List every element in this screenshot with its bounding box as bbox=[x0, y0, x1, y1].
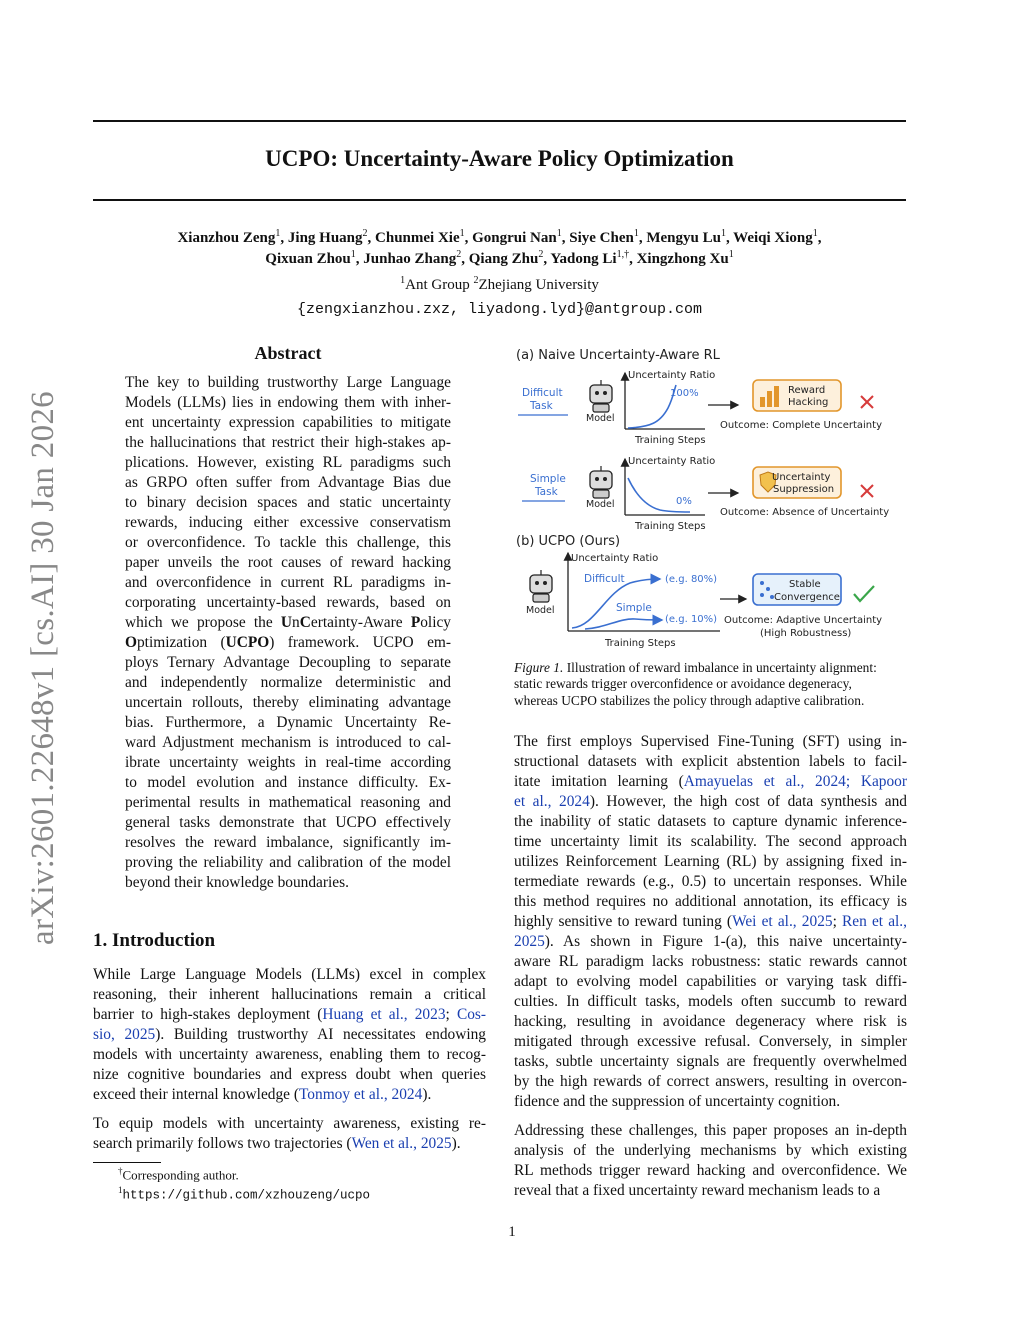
text-line: as GRPO often suffer from Advantage Bias due bbox=[125, 474, 451, 491]
author-name: Qiang Zhu bbox=[468, 251, 539, 267]
caption-label: Figure 1. bbox=[514, 660, 564, 675]
text-line: Optimization (UCPO) framework. UCPO em- bbox=[125, 634, 451, 651]
outcome-high-robustness: (High Robustness) bbox=[760, 628, 852, 639]
text-line: plications. However, existing RL paradigms such bbox=[125, 454, 451, 471]
text-line: general tasks demonstrate that UCPO effectively bbox=[125, 814, 451, 831]
affiliation-2: Zhejiang University bbox=[478, 277, 599, 293]
paper-title: UCPO: Uncertainty-Aware Policy Optimization bbox=[265, 146, 734, 171]
title-rule-bottom bbox=[93, 199, 906, 201]
abstract-text bbox=[125, 373, 451, 893]
outcome-complete-uncertainty: Outcome: Complete Uncertainty bbox=[720, 420, 882, 431]
footnote-corresponding bbox=[118, 1166, 239, 1183]
author-name: Gongrui Nan bbox=[472, 230, 557, 246]
text-line: and overconfidence in current RL paradigms in- bbox=[125, 574, 451, 591]
simple-task-label-2: Task bbox=[535, 486, 558, 498]
text-line: search primarily follows two trajectories (Wen et al., 2025). bbox=[93, 1135, 461, 1152]
text-line: nize cognitive boundaries and express doubt when queries bbox=[93, 1066, 486, 1083]
difficult-task-label-1: Difficult bbox=[522, 387, 563, 399]
footnote-corresponding-text: Corresponding author. bbox=[122, 1167, 239, 1183]
y-axis-label-2: Uncertainty Ratio bbox=[628, 456, 716, 467]
author-affiliation-mark: 1 bbox=[350, 249, 356, 260]
text-line: culties. In difficult tasks, models often succumb to reward bbox=[514, 993, 907, 1010]
figure-1-illustration bbox=[510, 343, 910, 658]
author-affiliation-mark: 1,† bbox=[616, 249, 630, 260]
figure-1 bbox=[510, 343, 910, 658]
robot-icon bbox=[590, 466, 612, 498]
author-list-line-1: Xianzhou Zeng$^1$, Jing Huang$^2$, Chunmei Xie$^1$, Gongrui Nan$^1$, Siye Chen$^1$, Mengyu Lu$^1$, Weiqi Xiong$^1$, bbox=[177, 228, 822, 246]
author-affiliation-mark: 1 bbox=[556, 228, 562, 239]
text-line: Addressing these challenges, this paper proposes an in-depth bbox=[514, 1122, 907, 1139]
author-name: Xianzhou Zeng bbox=[177, 230, 276, 246]
text-line: Models (LLMs) lies in endowing them with inher- bbox=[125, 394, 451, 411]
text-line: reasoning, their inherent hallucinations remain a critical bbox=[93, 986, 486, 1003]
check-icon bbox=[854, 586, 874, 601]
author-name: Weiqi Xiong bbox=[733, 230, 813, 246]
affiliation-1: Ant Group bbox=[405, 277, 474, 293]
author-affiliation-mark: 2 bbox=[362, 228, 368, 239]
value-100-percent: 100% bbox=[670, 388, 699, 399]
text-line: uncertain rollouts, thereby eliminating advantage bbox=[125, 694, 451, 711]
text-line: rewards, inducing either excessive conservatism bbox=[125, 514, 451, 531]
right-column-paragraph-1 bbox=[514, 732, 907, 1112]
text-line: to model evolution and instance difficulty. Ex- bbox=[125, 774, 451, 791]
intro-paragraph-2 bbox=[93, 1114, 486, 1154]
simple-task-label-1: Simple bbox=[530, 473, 566, 485]
author-affiliation-mark: 1 bbox=[275, 228, 281, 239]
outcome-absence-of-uncertainty: Outcome: Absence of Uncertainty bbox=[720, 507, 890, 518]
text-line: termediate rewards (e.g., 0.5) to uncertain responses. While bbox=[514, 873, 907, 890]
text-line: to binary decision spaces and static uncertainty bbox=[125, 494, 451, 511]
arxiv-identifier: arXiv:2601.22648v1 [cs.AI] 30 Jan 2026 bbox=[25, 391, 61, 945]
text-line: utilizes Reinforcement Learning (RL) by assigning fixed in- bbox=[514, 853, 907, 870]
curve-simple bbox=[585, 619, 662, 629]
footnote-dagger-mark: † bbox=[118, 1166, 123, 1176]
stable-convergence-label-1: Stable bbox=[789, 579, 821, 590]
y-axis-label-1: Uncertainty Ratio bbox=[628, 370, 716, 381]
value-e-g-80-percent: (e.g. 80%) bbox=[665, 574, 718, 585]
footnote-rule bbox=[93, 1162, 161, 1163]
text-line: ploys Ternary Advantage Decoupling to separate bbox=[125, 654, 451, 671]
text-line: paper unveils the root causes of reward hacking bbox=[125, 554, 451, 571]
author-name: Mengyu Lu bbox=[646, 230, 721, 246]
author-affiliation-mark: 1 bbox=[812, 228, 818, 239]
stable-convergence-label-2: Convergence bbox=[774, 592, 840, 603]
text-line: To equip models with uncertainty awareness, existing re- bbox=[93, 1115, 486, 1132]
panel-b-title: (b) UCPO (Ours) bbox=[516, 534, 621, 549]
text-line: proving the reliability and calibration of the model bbox=[125, 854, 451, 871]
text-line: bias. Furthermore, a Dynamic Uncertainty Re- bbox=[125, 714, 451, 731]
intro-paragraph-1 bbox=[93, 965, 486, 1105]
simple-label: Simple bbox=[616, 602, 652, 614]
text-line: analysis of the underlying mechanisms by which existing bbox=[514, 1142, 907, 1159]
robot-icon bbox=[590, 380, 612, 412]
text-line: the hallucinations that restrict their high-stakes ap- bbox=[125, 434, 451, 451]
author-affiliation-mark: 1 bbox=[720, 228, 726, 239]
outcome-adaptive-uncertainty: Outcome: Adaptive Uncertainty bbox=[724, 615, 883, 626]
text-line: resolves the reward imbalance, significantly im- bbox=[125, 834, 451, 851]
text-line: the inability of static datasets to capture dynamic inference- bbox=[514, 813, 907, 830]
uncertainty-suppression-label-2: Suppression bbox=[773, 484, 835, 495]
x-axis-label-1: Training Steps bbox=[635, 435, 706, 446]
caption-line: whereas UCPO stabilizes the policy through adaptive calibration. bbox=[514, 692, 865, 708]
caption-line: static rewards trigger overconfidence or avoidance degeneracy, bbox=[514, 676, 852, 692]
text-line: by the high rewards of correct answers, resulting in overcon- bbox=[514, 1073, 907, 1090]
uncertainty-suppression-label-1: Uncertainty bbox=[772, 472, 831, 483]
text-line: corporating uncertainty-based rewards, based on bbox=[125, 594, 451, 611]
text-line: ent uncertainty expression capabilities to mitigate bbox=[125, 414, 451, 431]
author-name: Chunmei Xie bbox=[375, 230, 460, 246]
difficult-task-label-2: Task bbox=[530, 400, 553, 412]
text-line: this method requires no additional annotation, its efficacy is bbox=[514, 893, 907, 910]
text-line: highly sensitive to reward tuning (Wei et al., 2025; Ren et al., bbox=[514, 913, 908, 930]
author-emails: {zengxianzhou.zxz, liyadong.lyd}@antgroup.com bbox=[296, 301, 703, 318]
text-line: ward Adjustment mechanism is introduced to cal- bbox=[125, 734, 451, 751]
author-name: Xingzhong Xu bbox=[636, 251, 729, 267]
author-name: Jing Huang bbox=[287, 230, 363, 246]
affiliation-2-mark: 2 bbox=[473, 275, 479, 286]
footnote-1-mark: 1 bbox=[118, 1185, 123, 1195]
text-line: fidence and the suppression of uncertainty cognition. bbox=[514, 1093, 841, 1110]
text-line: RL methods trigger reward hacking and overconfidence. We bbox=[514, 1162, 907, 1179]
text-line: tasks, subtle uncertainty signals are frequently overwhelmed bbox=[514, 1053, 907, 1070]
text-line: reveal that a fixed uncertainty reward mechanism leads to a bbox=[514, 1182, 881, 1199]
robot-icon bbox=[530, 570, 552, 602]
reward-hacking-label-2: Hacking bbox=[788, 397, 829, 408]
author-name: Qixuan Zhou bbox=[265, 251, 351, 267]
author-affiliation-mark: 2 bbox=[456, 249, 462, 260]
title-rule-top bbox=[93, 120, 906, 122]
text-line: The first employs Supervised Fine-Tuning (SFT) using in- bbox=[514, 733, 907, 750]
x-axis-label-3: Training Steps bbox=[605, 638, 676, 649]
code-url-link[interactable]: https://github.com/xzhouzeng/ucpo bbox=[122, 1188, 371, 1203]
text-line: aware RL paradigm lacks robustness: static rewards cannot bbox=[514, 953, 907, 970]
author-affiliation-mark: 1 bbox=[728, 249, 734, 260]
text-line: 2025). As shown in Figure 1-(a), this naive uncertainty- bbox=[514, 933, 907, 950]
section-heading-introduction: 1. Introduction bbox=[93, 930, 216, 951]
x-axis-label-2: Training Steps bbox=[635, 521, 706, 532]
author-affiliation-mark: 2 bbox=[538, 249, 544, 260]
reward-hacking-label-1: Reward bbox=[788, 385, 826, 396]
text-line: mitigated through excessive refusal. Conversely, in simpler bbox=[514, 1033, 907, 1050]
author-affiliation-mark: 1 bbox=[633, 228, 639, 239]
panel-a-title: (a) Naive Uncertainty-Aware RL bbox=[516, 348, 720, 363]
model-label-1: Model bbox=[586, 413, 615, 424]
text-line: barrier to high-stakes deployment (Huang et al., 2023; Cos- bbox=[93, 1006, 487, 1023]
text-line: sio, 2025). Building trustworthy AI necessitates endowing bbox=[93, 1026, 486, 1043]
text-line: beyond their knowledge boundaries. bbox=[125, 874, 349, 891]
text-line: perimental results in mathematical reasoning and bbox=[125, 794, 451, 811]
cross-icon bbox=[861, 396, 873, 408]
text-line: adapt to evolving model capabilities or varying task diffi- bbox=[514, 973, 907, 990]
author-name: Junhao Zhang bbox=[363, 251, 457, 267]
caption-line: Illustration of reward imbalance in uncertainty alignment: bbox=[563, 660, 877, 675]
text-line: itate imitation learning (Amayuelas et al., 2024; Kapoor bbox=[514, 773, 907, 790]
curve-rising-to-full bbox=[628, 385, 676, 428]
model-label-3: Model bbox=[526, 605, 555, 616]
abstract-heading: Abstract bbox=[254, 343, 322, 363]
text-line: ibrate uncertainty weights in real-time according bbox=[125, 754, 451, 771]
cross-icon bbox=[861, 485, 873, 497]
author-list-line-2: Qixuan Zhou$^1$, Junhao Zhang$^2$, Qiang Zhu$^2$, Yadong $Li^{1,\dagger}$, Xingzhong Xu$^1$ bbox=[265, 249, 734, 267]
figure-1-caption bbox=[514, 660, 907, 709]
text-line: The key to building trustworthy Large Language bbox=[125, 374, 451, 391]
author-name: Yadong Li bbox=[550, 251, 617, 267]
value-0-percent: 0% bbox=[676, 496, 692, 507]
text-line: or overconfidence. To tackle this challenge, this bbox=[125, 534, 451, 551]
value-e-g-10-percent: (e.g. 10%) bbox=[665, 614, 718, 625]
text-line: While Large Language Models (LLMs) excel in complex bbox=[93, 966, 486, 983]
text-line: which we propose the UnCertainty-Aware Policy bbox=[125, 614, 451, 631]
difficult-label: Difficult bbox=[584, 573, 625, 585]
affiliation-1-mark: 1 bbox=[400, 275, 406, 286]
page-number: 1 bbox=[508, 1224, 516, 1240]
text-line: models with uncertainty awareness, enabling them to recog- bbox=[93, 1046, 486, 1063]
author-name: Siye Chen bbox=[569, 230, 634, 246]
footnote-code-link bbox=[118, 1185, 370, 1202]
text-line: exceed their internal knowledge (Tonmoy et al., 2024). bbox=[93, 1086, 432, 1103]
text-line: time uncertainty limit its scalability. The second approach bbox=[514, 833, 907, 850]
right-column-paragraph-2 bbox=[514, 1121, 907, 1201]
text-line: and independently normalize deterministic and bbox=[125, 674, 451, 691]
y-axis-label-3: Uncertainty Ratio bbox=[571, 553, 659, 564]
affiliations bbox=[93, 275, 906, 294]
text-line: structional datasets with explicit abstention labels to facil- bbox=[514, 753, 907, 770]
model-label-2: Model bbox=[586, 499, 615, 510]
text-line: et al., 2024). However, the high cost of data synthesis and bbox=[514, 793, 908, 810]
author-affiliation-mark: 1 bbox=[459, 228, 465, 239]
text-line: hacking, resulting in avoidance degeneracy where risk is bbox=[514, 1013, 907, 1030]
